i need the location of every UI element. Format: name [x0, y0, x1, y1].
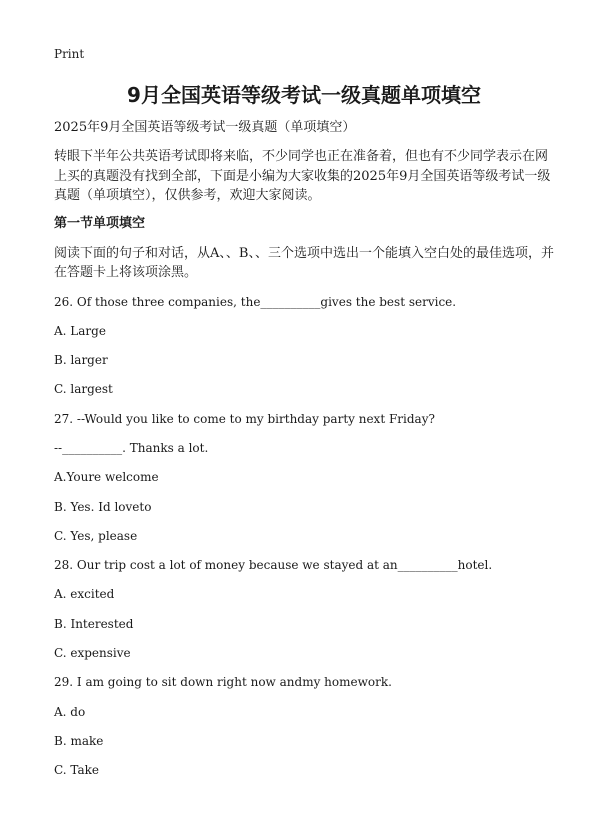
- option-26-b: B. larger: [54, 353, 108, 368]
- section-heading: 第一节单项填空: [54, 215, 146, 231]
- option-27-b: B. Yes. Id loveto: [54, 499, 152, 514]
- question-list: [54, 292, 554, 790]
- option-28-b: B. Interested: [54, 616, 134, 631]
- question-28: 28. Our trip cost a lot of money because we stayed at an__________hotel.: [54, 558, 493, 573]
- instructions-paragraph: 阅读下面的句子和对话，从A、、B、、三个选项中选出一个能填入空白处的最佳选项，并在答题卡上将该项涂黑。: [54, 245, 554, 280]
- option-27-c: C. Yes, please: [54, 528, 138, 543]
- option-26-c: C. largest: [54, 382, 113, 397]
- question-29: 29. I am going to sit down right now andmy homework.: [54, 675, 392, 690]
- option-26-a: A. Large: [54, 323, 106, 338]
- question-27-reply: --__________. Thanks a lot.: [54, 440, 209, 455]
- document-page: [54, 44, 554, 790]
- option-29-c: C. Take: [54, 763, 99, 778]
- option-28-a: A. excited: [54, 587, 115, 602]
- print-link[interactable]: Print: [54, 47, 85, 61]
- question-27: 27. --Would you like to come to my birthday party next Friday?: [54, 411, 435, 426]
- option-29-a: A. do: [54, 704, 86, 719]
- page-title: 9月全国英语等级考试一级真题单项填空: [127, 83, 481, 107]
- page-subtitle: 2025年9月全国英语等级考试一级真题（单项填空）: [54, 120, 356, 135]
- option-28-c: C. expensive: [54, 646, 131, 661]
- option-29-b: B. make: [54, 733, 104, 748]
- option-27-a: A.Youre welcome: [54, 470, 159, 485]
- question-26: 26. Of those three companies, the__________gives the best service.: [54, 294, 457, 309]
- intro-paragraph: 转眼下半年公共英语考试即将来临，不少同学也正在准备着，但也有不少同学表示在网上买的真题没有找到全部，下面是小编为大家收集的2025年9月全国英语等级考试一级真题（单项填空），仅供参考，欢迎大家阅读。: [54, 149, 551, 203]
